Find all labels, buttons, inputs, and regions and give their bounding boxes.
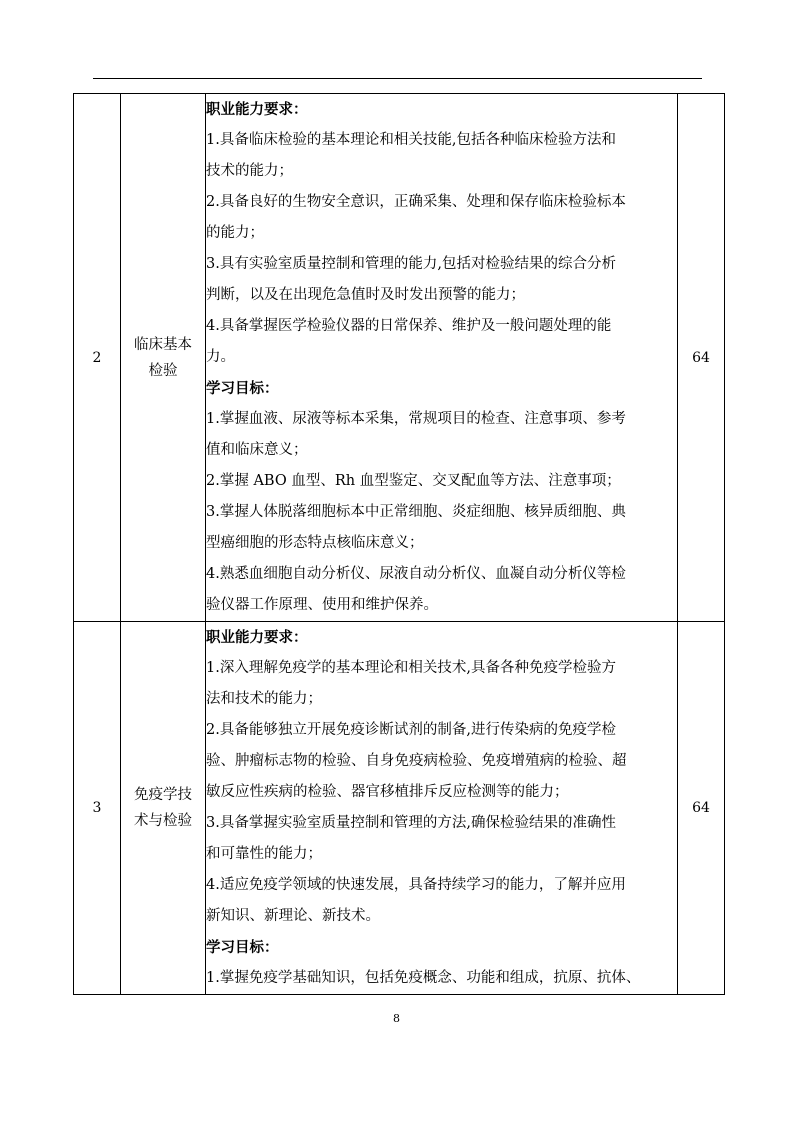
course-row [74,622,725,995]
description-line: 4.适应免疫学领域的快速发展，具备持续学习的能力，了解并应用 [206,877,626,893]
description-line: 型癌细胞的形态特点核临床意义； [206,535,424,551]
description-line: 1.掌握免疫学基础知识，包括免疫概念、功能和组成，抗原、抗体、 [206,970,641,986]
course-hours: 64 [678,94,725,622]
description-line: 验、肿瘤标志物的检验、自身免疫病检验、免疫增殖病的检验、超 [206,753,627,769]
section-heading: 学习目标： [206,939,279,956]
course-row [74,94,725,622]
course-name: 免疫学技术与检验 [134,787,192,829]
course-name-cell [121,94,206,622]
description-line: 判断，以及在出现危急值时及时发出预警的能力； [206,287,525,303]
description-line: 验仪器工作原理、使用和维护保养。 [206,597,438,613]
description-line: 新知识、新理论、新技术。 [206,908,380,924]
description-line: 的能力； [206,225,264,241]
description-line: 3.具备掌握实验室质量控制和管理的方法,确保检验结果的准确性 [206,815,616,831]
header-rule [93,78,702,79]
course-hours: 64 [678,622,725,995]
description-line: 2.具备能够独立开展免疫诊断试剂的制备,进行传染病的免疫学检 [206,722,616,738]
description-line: 1.掌握血液、尿液等标本采集，常规项目的检查、注意事项、参考 [206,411,626,427]
description-line: 技术的能力； [206,163,293,179]
description-line: 敏反应性疾病的检验、器官移植排斥反应检测等的能力； [206,784,569,800]
description-line: 2.具备良好的生物安全意识，正确采集、处理和保存临床检验标本 [206,194,626,210]
course-name: 临床基本检验 [134,336,192,379]
course-table [73,93,725,995]
description-line: 值和临床意义； [206,442,308,458]
course-number: 2 [74,94,121,622]
course-description [206,622,678,995]
description-line: 和可靠性的能力； [206,846,322,862]
page-number: 8 [393,1012,400,1025]
section-heading: 学习目标： [206,380,279,397]
description-line: 法和技术的能力； [206,691,322,707]
description-line: 2.掌握 ABO 血型、Rh 血型鉴定、交叉配血等方法、注意事项； [206,473,621,489]
section-heading: 职业能力要求： [206,101,308,118]
description-line: 1.具备临床检验的基本理论和相关技能,包括各种临床检验方法和 [206,132,616,148]
description-line: 4.熟悉血细胞自动分析仪、尿液自动分析仪、血凝自动分析仪等检 [206,566,626,582]
description-line: 3.具有实验室质量控制和管理的能力,包括对检验结果的综合分析 [206,256,616,272]
description-line: 4.具备掌握医学检验仪器的日常保养、维护及一般问题处理的能 [206,318,612,334]
description-line: 1.深入理解免疫学的基本理论和相关技术,具备各种免疫学检验方 [206,660,616,676]
course-name-cell [121,622,206,995]
description-line: 3.掌握人体脱落细胞标本中正常细胞、炎症细胞、核异质细胞、典 [206,504,626,520]
course-description [206,94,678,622]
course-number: 3 [74,622,121,995]
section-heading: 职业能力要求： [206,629,308,646]
description-line: 力。 [206,349,235,365]
